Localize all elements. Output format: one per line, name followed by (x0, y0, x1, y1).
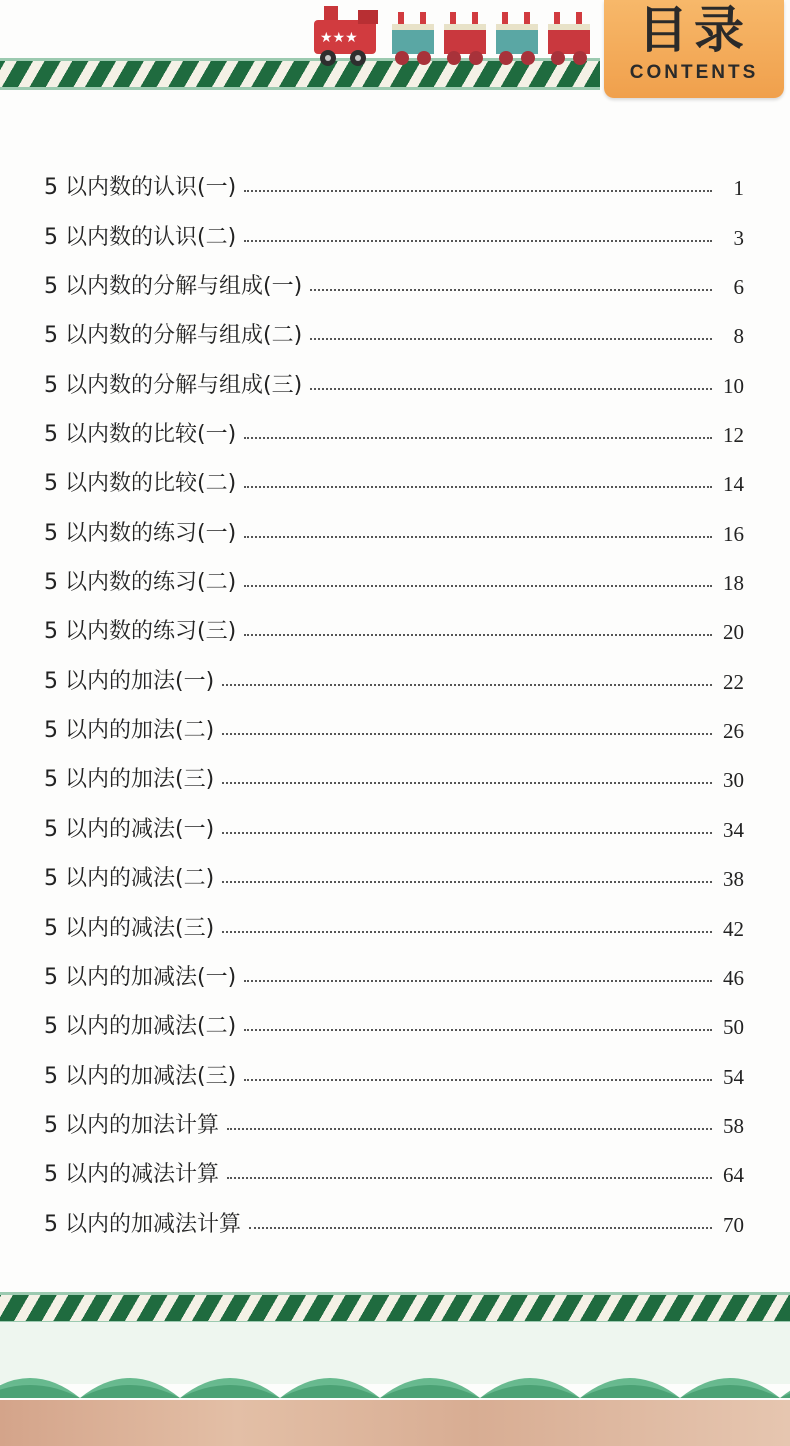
dotted-leader (244, 980, 712, 982)
dotted-leader (244, 1029, 712, 1031)
toc-entry (44, 942, 744, 991)
toc-entry-title: 5 以内数的分解与组成(二) (44, 323, 303, 349)
toc-entry-page: 18 (723, 571, 744, 596)
toc-entry-title: 5 以内数的分解与组成(一) (44, 274, 303, 300)
toc-entry-title: 5 以内数的认识(一) (44, 175, 237, 201)
toc-entry-page: 70 (723, 1212, 744, 1237)
toc-entry (44, 892, 744, 941)
toc-entry-title: 5 以内的减法(二) (44, 866, 215, 892)
toc-entry (44, 1188, 744, 1237)
table-of-contents (44, 152, 744, 1238)
toc-entry-page: 34 (723, 817, 744, 842)
dotted-leader (222, 832, 712, 834)
dotted-leader (244, 240, 712, 242)
toc-entry (44, 1139, 744, 1188)
toc-entry (44, 991, 744, 1040)
toc-entry-page: 22 (723, 669, 744, 694)
dotted-leader (222, 733, 712, 735)
toc-entry-page: 16 (723, 521, 744, 546)
dotted-leader (227, 1177, 712, 1179)
toc-entry (44, 793, 744, 842)
toc-entry-title: 5 以内的加减法(二) (44, 1014, 237, 1040)
dotted-leader (310, 338, 712, 340)
toc-entry (44, 201, 744, 250)
toc-entry (44, 349, 744, 398)
toc-entry-title: 5 以内的加法(三) (44, 767, 215, 793)
toc-entry (44, 300, 744, 349)
train-illustration (312, 4, 602, 70)
toc-entry (44, 843, 744, 892)
svg-text:★★★: ★★★ (320, 30, 358, 46)
train-car-1 (392, 12, 434, 65)
toc-entry-page: 58 (723, 1113, 744, 1138)
toc-entry (44, 645, 744, 694)
train-car-2 (444, 12, 486, 65)
toc-entry-page: 20 (723, 620, 744, 645)
toc-entry-page: 10 (723, 373, 744, 398)
toc-entry-page: 3 (733, 225, 744, 250)
dotted-leader (244, 486, 712, 488)
toc-entry-page: 14 (723, 472, 744, 497)
toc-entry-page: 1 (733, 176, 744, 201)
train-car-3 (496, 12, 538, 65)
contents-title-en: CONTENTS (629, 62, 759, 83)
toc-entry-title: 5 以内数的练习(一) (44, 520, 237, 546)
toc-entry-title: 5 以内的减法计算 (44, 1162, 219, 1188)
toc-entry-title: 5 以内数的比较(二) (44, 471, 237, 497)
toc-entry-title: 5 以内的加法(一) (44, 668, 215, 694)
toc-entry (44, 152, 744, 201)
dotted-leader (244, 437, 712, 439)
toc-entry-page: 50 (723, 1015, 744, 1040)
toc-entry-page: 54 (723, 1064, 744, 1089)
toc-entry (44, 251, 744, 300)
toc-entry-title: 5 以内数的练习(二) (44, 570, 237, 596)
toc-entry (44, 448, 744, 497)
dotted-leader (222, 881, 712, 883)
toc-entry-page: 64 (723, 1163, 744, 1188)
toc-entry-title: 5 以内数的练习(三) (44, 619, 237, 645)
toc-entry-page: 26 (723, 719, 744, 744)
toc-entry-title: 5 以内的加法计算 (44, 1112, 219, 1138)
dotted-leader (249, 1227, 712, 1229)
dotted-leader (244, 536, 712, 538)
dotted-leader (244, 1079, 712, 1081)
toc-entry (44, 547, 744, 596)
toc-entry-title: 5 以内的加减法计算 (44, 1211, 241, 1237)
dotted-leader (244, 634, 712, 636)
toc-entry-title: 5 以内数的比较(一) (44, 422, 237, 448)
train-car-4 (548, 12, 590, 65)
toc-entry-title: 5 以内数的分解与组成(三) (44, 372, 303, 398)
toc-entry-title: 5 以内的减法(三) (44, 915, 215, 941)
toc-entry-page: 46 (723, 965, 744, 990)
dotted-leader (310, 289, 712, 291)
toc-entry-page: 6 (733, 275, 744, 300)
dotted-leader (310, 388, 712, 390)
toc-entry (44, 1090, 744, 1139)
toc-entry-title: 5 以内的加减法(三) (44, 1063, 237, 1089)
locomotive (314, 6, 378, 66)
toc-entry-title: 5 以内数的认识(二) (44, 224, 237, 250)
toc-entry-page: 42 (723, 916, 744, 941)
toc-entry-page: 12 (723, 423, 744, 448)
bottom-stripe-border (0, 1292, 790, 1324)
wooden-surface (0, 1400, 790, 1446)
contents-title-zh: 目录 (638, 1, 750, 59)
toc-entry (44, 1040, 744, 1089)
dotted-leader (244, 585, 712, 587)
toc-entry-page: 30 (723, 768, 744, 793)
dotted-leader (227, 1128, 712, 1130)
toc-entry (44, 695, 744, 744)
toc-entry (44, 399, 744, 448)
contents-badge (604, 0, 784, 98)
dotted-leader (222, 684, 712, 686)
toc-entry (44, 596, 744, 645)
dotted-leader (222, 782, 712, 784)
toc-entry-title: 5 以内的加减法(一) (44, 964, 237, 990)
bottom-decoration (0, 1322, 790, 1446)
toc-entry (44, 497, 744, 546)
toc-entry-title: 5 以内的减法(一) (44, 816, 215, 842)
toc-entry-page: 8 (733, 324, 744, 349)
toc-entry (44, 744, 744, 793)
toc-entry-title: 5 以内的加法(二) (44, 718, 215, 744)
scallop-border (0, 1348, 790, 1398)
dotted-leader (244, 190, 712, 192)
dotted-leader (222, 931, 712, 933)
toc-entry-page: 38 (723, 867, 744, 892)
